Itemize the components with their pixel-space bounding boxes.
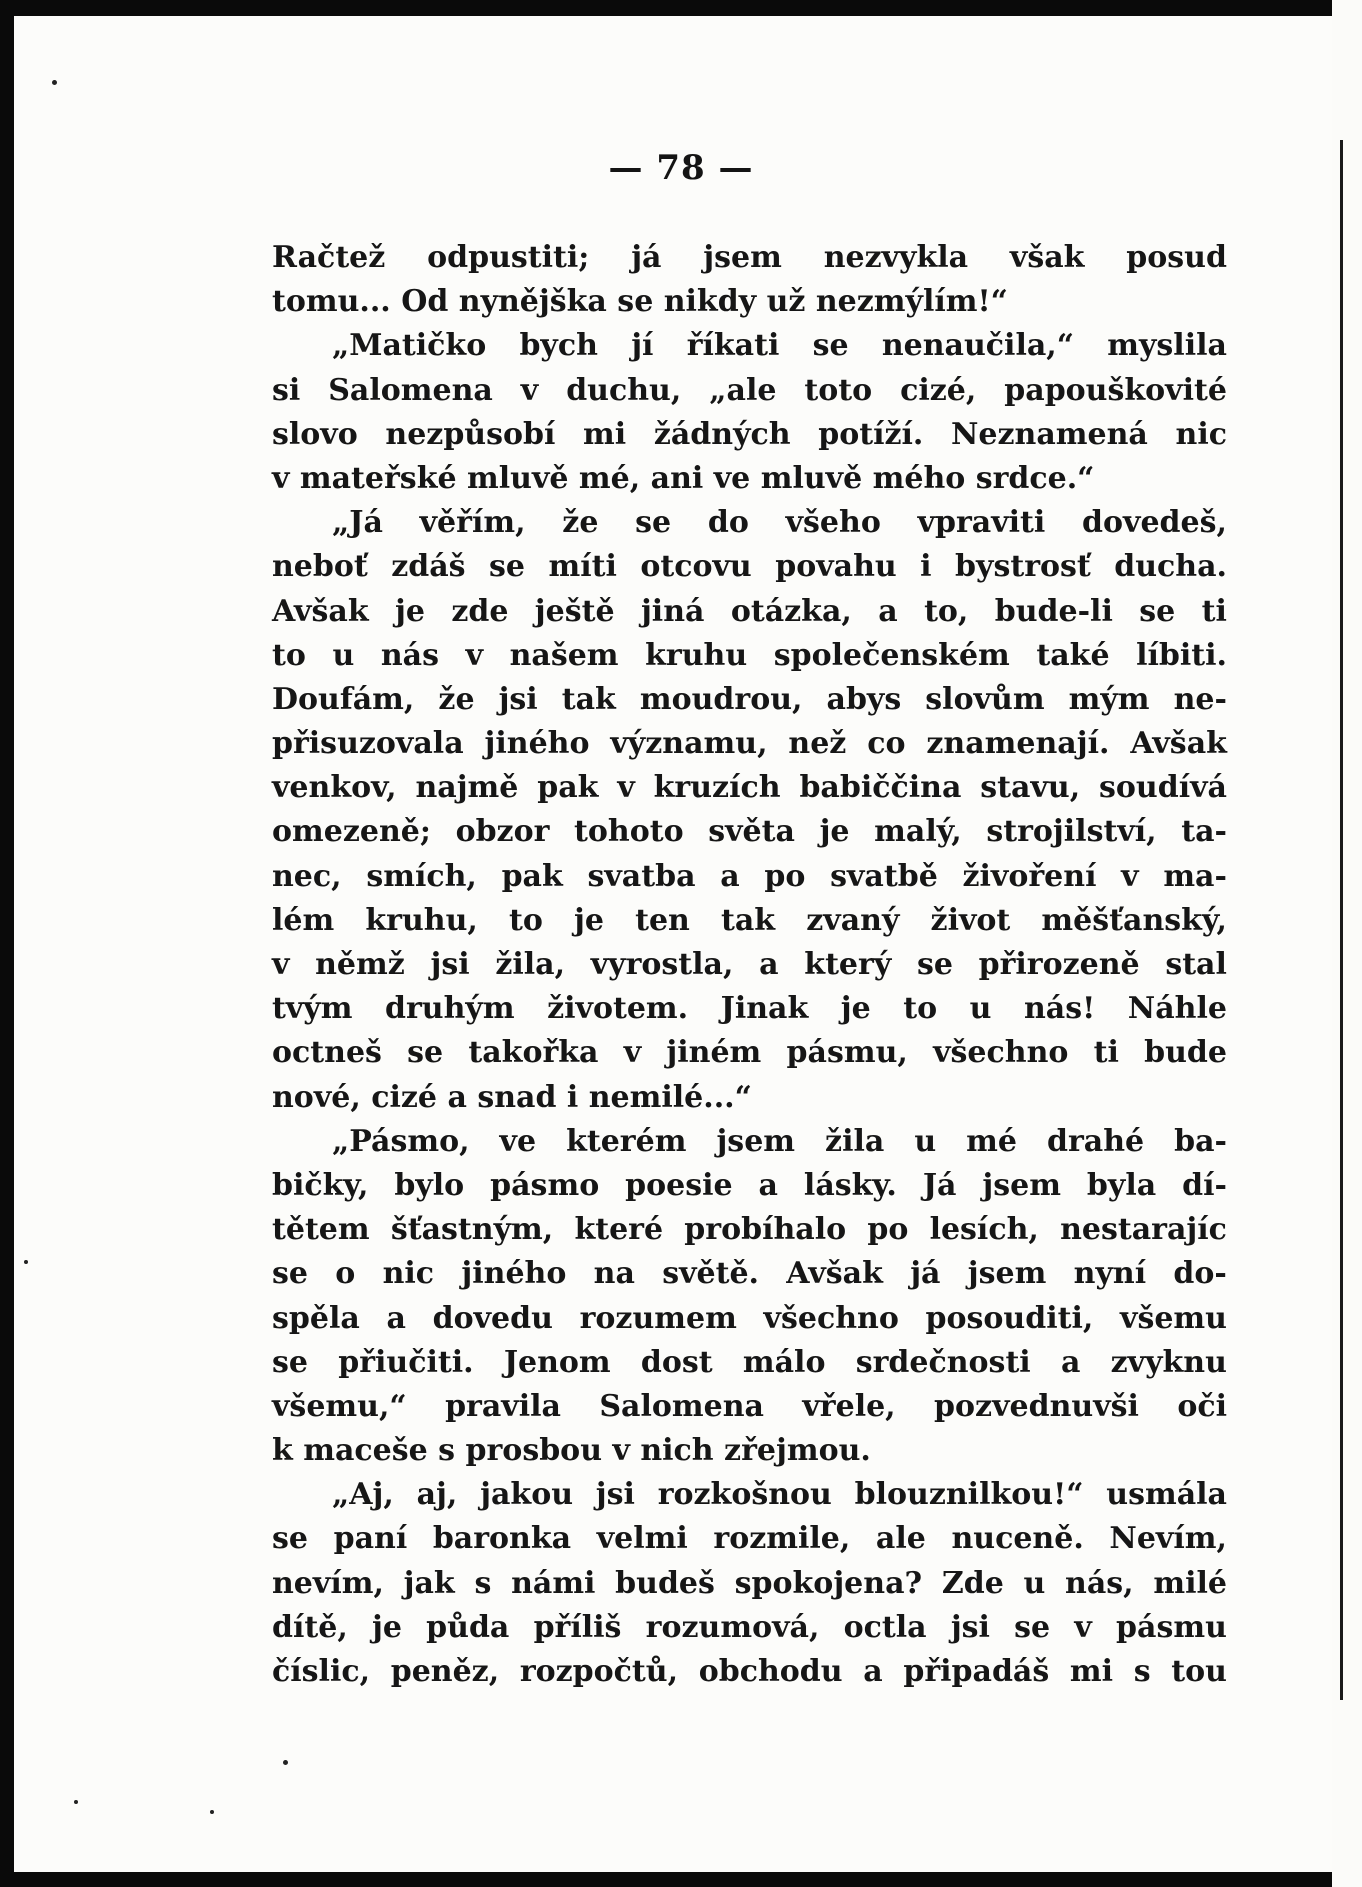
text-line (272, 1341, 1227, 1385)
word: obzor (455, 814, 550, 850)
text-line (272, 899, 1227, 943)
word: kterém (566, 1123, 687, 1159)
word: bude (1144, 1035, 1227, 1071)
word: ti (1093, 1035, 1119, 1071)
word: našem (509, 637, 619, 673)
word: nuceně. (951, 1521, 1084, 1557)
ink-speck (24, 1260, 28, 1264)
word: všechno (763, 1300, 899, 1336)
word: rozkošnou (657, 1477, 832, 1513)
word: „Pásmo, (332, 1123, 470, 1159)
word: dítě, (272, 1609, 348, 1645)
text-line (272, 1473, 1227, 1517)
word: a (878, 593, 898, 629)
word: rozmile, (713, 1521, 851, 1557)
word: duchu, (566, 372, 682, 408)
word: jí (631, 328, 654, 364)
word: bystrosť (955, 549, 1091, 585)
word: drahé (1046, 1123, 1145, 1159)
word: lesích, (929, 1212, 1039, 1248)
word: bych (519, 328, 598, 364)
text-line (272, 987, 1227, 1031)
word: dí- (1182, 1167, 1227, 1203)
word: světa (708, 814, 795, 850)
word: nás, (1065, 1565, 1134, 1601)
text-line (272, 1606, 1227, 1650)
ink-speck (74, 1800, 78, 1804)
word: rozumem (579, 1300, 737, 1336)
word: významu, (610, 726, 768, 762)
word: pásmo (490, 1167, 600, 1203)
word: druhým (384, 991, 515, 1027)
word: smích, (366, 858, 477, 894)
word: co (867, 726, 906, 762)
word: takořka (468, 1035, 599, 1071)
text-line (272, 678, 1227, 722)
word: posud (1126, 240, 1227, 275)
word: dovedu (432, 1300, 553, 1336)
page-number: — 78 — (608, 148, 754, 188)
word: Salomena (328, 372, 493, 408)
word: Jinak (720, 991, 809, 1027)
word: kruhu, (365, 902, 478, 938)
text-line (272, 722, 1227, 766)
word: vyrostla, (590, 947, 734, 982)
word: Avšak (272, 593, 369, 629)
word: ti (1201, 593, 1227, 629)
word: mé (966, 1123, 1017, 1159)
word: je (371, 1609, 402, 1645)
word: nenaučila,“ (881, 328, 1074, 364)
text-line (272, 634, 1227, 678)
word: znamenají. (926, 726, 1110, 762)
word: jsem (716, 1123, 796, 1159)
word: ještě (534, 593, 615, 629)
ink-speck (210, 1810, 214, 1814)
word: otázka, (730, 593, 852, 629)
word: milé (1153, 1565, 1227, 1601)
word: „ale (709, 372, 777, 408)
word: ve (499, 1123, 537, 1159)
text-line (272, 590, 1227, 634)
word: srdečnosti (855, 1344, 1031, 1380)
word: neboť (272, 549, 368, 585)
page-edge (1332, 0, 1362, 1887)
word: Nevím, (1109, 1521, 1227, 1557)
word: to (903, 991, 938, 1027)
word: povahu (775, 549, 897, 585)
word: nestarajíc (1060, 1212, 1227, 1248)
word: baronka (432, 1521, 572, 1557)
word: se (1139, 593, 1176, 629)
word: je (394, 593, 425, 629)
word: nyní (1073, 1256, 1147, 1292)
word: se (272, 1521, 308, 1557)
word: potíží. (818, 416, 924, 452)
word: u (1023, 1565, 1046, 1601)
word: mým (1068, 681, 1150, 717)
word: nevím, (272, 1565, 384, 1601)
text-line: v mateřské mluvě mé, ani ve mluvě mého srdce.“ (272, 460, 1095, 496)
word: příliš (533, 1609, 622, 1645)
ink-speck (52, 80, 57, 85)
word: pozvednuvši (934, 1388, 1139, 1424)
word: já (631, 240, 662, 275)
word: malý, (874, 814, 962, 850)
word: a (758, 1167, 778, 1203)
word: velmi (596, 1521, 688, 1557)
word: tak (561, 681, 616, 717)
body-text (272, 236, 1227, 1694)
word: rozumová, (645, 1609, 820, 1645)
word: oči (1177, 1388, 1227, 1424)
word: bude-li (994, 593, 1113, 629)
word: všechno (933, 1035, 1069, 1071)
text-line (272, 1562, 1227, 1606)
word: a (759, 947, 779, 982)
text-line (272, 413, 1227, 457)
word: v (623, 1035, 642, 1071)
word: životem. (547, 991, 689, 1027)
text-line (272, 1164, 1227, 1208)
word: zvyknu (1110, 1344, 1227, 1380)
word: cizé, (900, 372, 977, 408)
word: svatba (587, 858, 696, 894)
word: všemu,“ (272, 1388, 407, 1424)
word: toto (804, 372, 873, 408)
word: aj, (416, 1477, 458, 1513)
word: málo (742, 1344, 826, 1380)
word: na (593, 1256, 635, 1292)
word: u (914, 1123, 937, 1159)
word: také (1036, 637, 1110, 673)
word: probíhalo (684, 1212, 847, 1248)
word: půda (426, 1609, 510, 1645)
word: byla (1086, 1167, 1157, 1203)
word: vpraviti (917, 505, 1046, 541)
text-line: nové, cizé a snad i nemilé...“ (272, 1079, 752, 1115)
word: tak (721, 902, 776, 938)
word: a (1060, 1344, 1081, 1380)
word: dovedeš, (1082, 505, 1227, 541)
word: míti (548, 549, 617, 585)
word: Salomena (599, 1388, 764, 1424)
word: ma- (1163, 858, 1227, 894)
word: po (764, 858, 806, 894)
text-line (272, 1252, 1227, 1296)
word: námi (511, 1565, 596, 1601)
word: slovům (925, 681, 1045, 717)
word: nás! (1023, 991, 1096, 1027)
word: „Matičko (332, 328, 487, 364)
word: myslila (1107, 328, 1227, 364)
word: světě. (662, 1256, 759, 1292)
word: rozpočtů, (519, 1654, 679, 1689)
word: Avšak (786, 1256, 883, 1292)
word: u (332, 637, 355, 673)
word: v (1121, 858, 1139, 894)
word: spěla (272, 1300, 360, 1336)
word: s (1133, 1654, 1151, 1689)
word: Já (922, 1167, 957, 1203)
word: zvaný (806, 902, 900, 938)
text-line (272, 810, 1227, 854)
word: v (617, 770, 635, 806)
word: svatbě (830, 858, 938, 894)
text-line (272, 943, 1227, 987)
word: bičky, (272, 1167, 369, 1203)
word: kruzích (653, 770, 781, 806)
word: u (969, 991, 992, 1027)
word: přiučiti. (338, 1344, 474, 1380)
word: poesie (625, 1167, 733, 1203)
word: dost (640, 1344, 713, 1380)
word: že (562, 505, 599, 541)
word: připadáš (903, 1654, 1050, 1689)
word: se (812, 328, 849, 364)
word: to (272, 637, 306, 673)
word: v (465, 637, 483, 673)
word: jakou (480, 1477, 574, 1513)
word: nic (382, 1256, 435, 1292)
word: živoření (962, 858, 1097, 894)
word: jiná (640, 593, 705, 629)
word: pak (501, 858, 563, 894)
word: strojilství, (986, 814, 1157, 850)
word: nec, (272, 858, 342, 894)
text-line: k maceše s prosbou v nich zřejmou. (272, 1433, 871, 1469)
word: a (386, 1300, 406, 1336)
word: však (1009, 240, 1085, 275)
text-line: tomu... Od nynějška se nikdy už nezmýlím!“ (272, 284, 1008, 320)
word: se (1014, 1609, 1051, 1645)
word: se (916, 947, 953, 982)
word: do (707, 505, 749, 541)
word: který (804, 947, 892, 982)
word: já (910, 1256, 941, 1292)
word: „Aj, (332, 1477, 394, 1513)
word: obchodu (698, 1654, 843, 1689)
word: papouškovité (1004, 372, 1227, 408)
word: žádných (653, 416, 791, 452)
text-line (272, 236, 1227, 280)
word: slovo (272, 416, 358, 452)
word: kruhu (645, 637, 748, 673)
word: přisuzovala (272, 726, 464, 762)
text-line (272, 324, 1227, 368)
word: spokojena? (734, 1565, 923, 1601)
word: pak (537, 770, 599, 806)
text-line (272, 855, 1227, 899)
word: se (407, 1035, 444, 1071)
word: blouznilkou!“ (854, 1477, 1084, 1513)
word: odpustiti; (427, 240, 590, 275)
word: jsi (950, 1609, 990, 1645)
word: Doufám, (272, 681, 415, 717)
word: abys (826, 681, 902, 717)
word: šťastným, (390, 1212, 554, 1248)
word: tou (1171, 1654, 1227, 1689)
word: lém (272, 902, 335, 938)
word: do- (1173, 1256, 1227, 1292)
text-line (272, 1385, 1227, 1429)
text-line (272, 1650, 1227, 1694)
word: jiného (484, 726, 590, 762)
word: nezpůsobí (385, 416, 556, 452)
ink-speck (283, 1760, 288, 1765)
word: nezvykla (823, 240, 969, 275)
text-line (272, 1120, 1227, 1164)
word: usmála (1106, 1477, 1227, 1513)
word: číslic, (272, 1654, 371, 1689)
word: žila, (495, 947, 566, 982)
word: octla (843, 1609, 927, 1645)
word: najmě (415, 770, 519, 806)
word: jiném (666, 1035, 762, 1071)
word: němž (315, 947, 405, 982)
word: se (272, 1344, 308, 1380)
word: a (720, 858, 740, 894)
word: moudrou, (639, 681, 803, 717)
word: věřím, (419, 505, 526, 541)
word: jsi (498, 681, 538, 717)
word: po (867, 1212, 909, 1248)
word: i (920, 549, 932, 585)
text-line (272, 1031, 1227, 1075)
word: o (335, 1256, 356, 1292)
word: líbiti. (1136, 637, 1227, 673)
binding-edge-line (1340, 140, 1343, 1700)
text-line (272, 1297, 1227, 1341)
word: všeho (785, 505, 881, 541)
word: všemu (1120, 1300, 1227, 1336)
word: jsem (703, 240, 782, 275)
word: Zde (941, 1565, 1004, 1601)
word: je (574, 902, 604, 938)
word: stal (1165, 947, 1227, 982)
word: se (489, 549, 526, 585)
text-line (272, 545, 1227, 589)
word: venkov, (272, 770, 397, 806)
text-line (272, 1517, 1227, 1561)
word: posouditi, (925, 1300, 1094, 1336)
word: říkati (686, 328, 780, 364)
word: peněz, (390, 1654, 500, 1689)
word: společenském (773, 637, 1010, 673)
word: jak (403, 1565, 455, 1601)
word: je (840, 991, 871, 1027)
word: soudívá (1099, 770, 1227, 806)
word: ale (875, 1521, 926, 1557)
word: přirozeně (978, 947, 1140, 982)
word: život (930, 902, 1011, 938)
word: ne- (1173, 681, 1227, 717)
word: jiného (461, 1256, 567, 1292)
word: stavu, (980, 770, 1081, 806)
word: zdáš (391, 549, 466, 585)
word: Račtež (272, 240, 386, 275)
word: je (819, 814, 850, 850)
word: si (272, 372, 301, 408)
word: paní (333, 1521, 408, 1557)
word: a (863, 1654, 883, 1689)
word: ten (635, 902, 690, 938)
word: babiččina (799, 770, 962, 806)
word: pásmu, (786, 1035, 908, 1071)
text-line (272, 1208, 1227, 1252)
word: otcovu (640, 549, 752, 585)
word: měšťanský, (1041, 902, 1227, 938)
word: jsem (967, 1256, 1047, 1292)
word: nás (380, 637, 439, 673)
word: lásky. (803, 1167, 897, 1203)
word: pásmu (1116, 1609, 1227, 1645)
word: „Já (332, 505, 383, 541)
word: než (788, 726, 847, 762)
word: Avšak (1130, 726, 1227, 762)
word: bylo (394, 1167, 465, 1203)
word: ducha. (1114, 549, 1227, 585)
word: tětem (272, 1212, 370, 1248)
word: v (520, 372, 539, 408)
word: jsem (982, 1167, 1061, 1203)
word: to, (924, 593, 969, 629)
word: ta- (1181, 814, 1227, 850)
word: Náhle (1127, 991, 1227, 1027)
word: Neznamená (951, 416, 1148, 452)
word: vřele, (802, 1388, 896, 1424)
word: s (474, 1565, 492, 1601)
word: octneš (272, 1035, 382, 1071)
text-line (272, 369, 1227, 413)
word: mi (1069, 1654, 1114, 1689)
word: které (574, 1212, 664, 1248)
word: se (635, 505, 672, 541)
text-line (272, 501, 1227, 545)
word: žila (825, 1123, 885, 1159)
word: že (438, 681, 475, 717)
word: omezeně; (272, 814, 431, 850)
text-line (272, 766, 1227, 810)
word: nic (1175, 416, 1227, 452)
word: ba- (1174, 1123, 1227, 1159)
word: v (1074, 1609, 1092, 1645)
word: mi (583, 416, 627, 452)
word: jsi (430, 947, 470, 982)
word: Jenom (503, 1344, 611, 1380)
word: se (272, 1256, 308, 1292)
word: tvým (272, 991, 353, 1027)
word: to (509, 902, 543, 938)
word: jsi (595, 1477, 635, 1513)
word: pravila (445, 1388, 561, 1424)
word: zde (451, 593, 509, 629)
word: tohoto (574, 814, 684, 850)
word: v (272, 947, 290, 982)
word: budeš (615, 1565, 715, 1601)
